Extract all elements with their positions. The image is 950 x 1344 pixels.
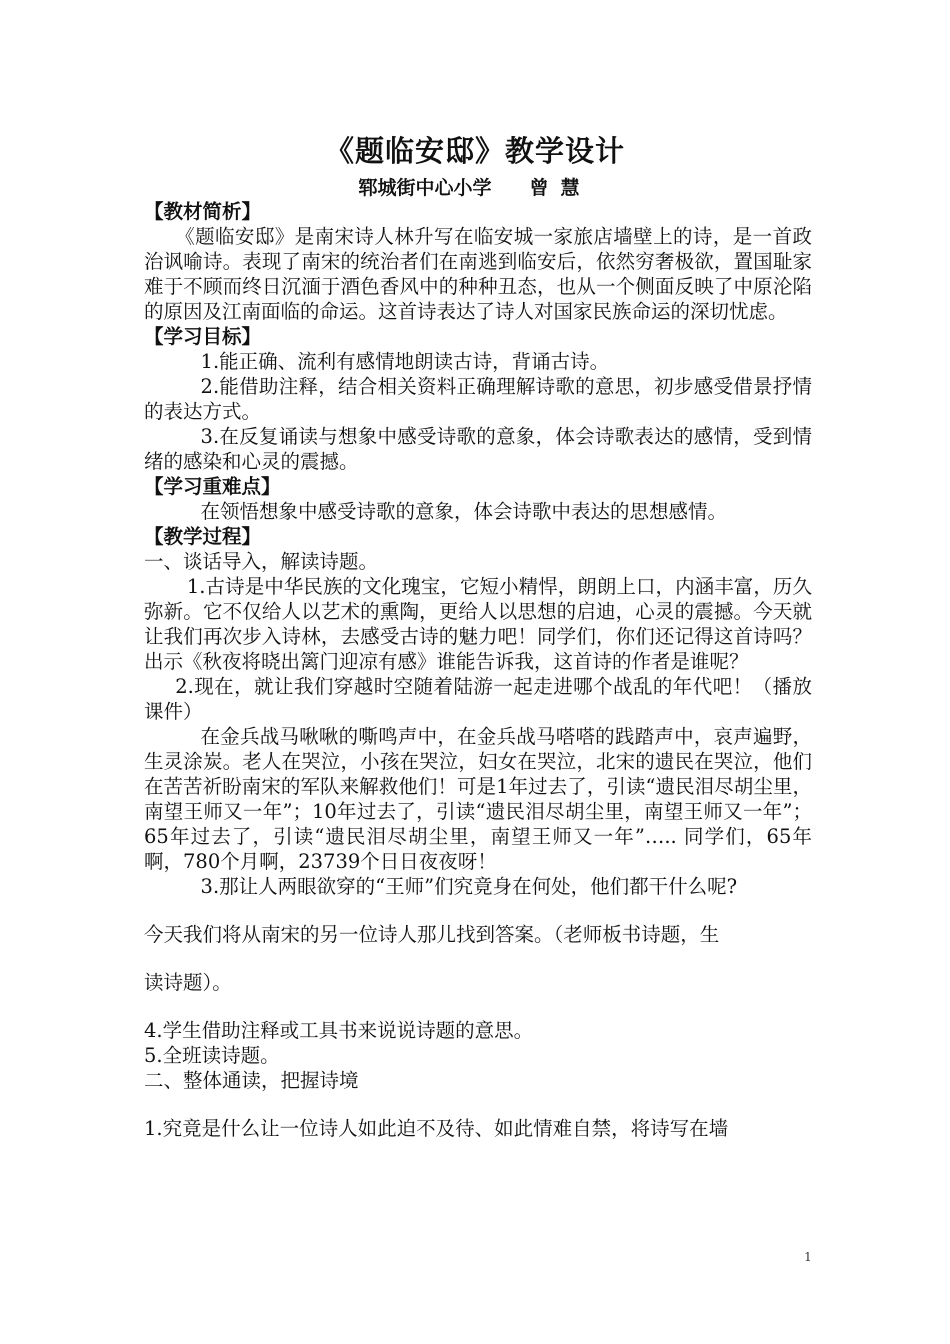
section-heading-key-points: 【学习重难点】 (144, 475, 281, 498)
paragraph-textbook-analysis: 《题临安邸》是南宋诗人林升写在临安城一家旅店墙壁上的诗，是一首政治讽喻诗。表现了南宋的统治者们在南逃到临安后，依然穷奢极欲，置国耻家难于不顾而终日沉湎于酒色香风中的种种丑态，也从一个侧面反映了中原沦陷的原因及江南面临的命运。这首诗表达了诗人对国家民族命运的深切忧虑。 (144, 225, 812, 323)
process-part-2-heading: 二、整体通读，把握诗境 (144, 1069, 359, 1092)
process-item-2: 2.现在，就让我们穿越时空随着陆游一起走进哪个战乱的年代吧！（播放课件） (144, 675, 812, 723)
paragraph-key-points: 在领悟想象中感受诗歌的意象，体会诗歌中表达的思想感情。 (200, 500, 728, 523)
process-part-1-heading: 一、谈话导入，解读诗题。 (144, 550, 379, 573)
author-name: 曾慧 (529, 177, 592, 199)
learning-goal-2: 2.能借助注释，结合相关资料正确理解诗歌的意思，初步感受借景抒情的表达方式。 (144, 375, 812, 423)
learning-goal-1: 1.能正确、流利有感情地朗读古诗，背诵古诗。 (200, 350, 610, 373)
process-item-3-line-1: 今天我们将从南宋的另一位诗人那儿找到答案。（老师板书诗题，生 (144, 923, 720, 946)
learning-goal-3: 3.在反复诵读与想象中感受诗歌的意象，体会诗歌表达的感情，受到情绪的感染和心灵的震撼。 (144, 425, 812, 473)
process-part-2-item-1: 1.究竟是什么让一位诗人如此迫不及待、如此情难自禁，将诗写在墙 (144, 1117, 729, 1140)
document-title: 《题临安邸》教学设计 (324, 134, 625, 168)
section-heading-learning-goals: 【学习目标】 (144, 325, 262, 348)
process-item-3-line-2: 读诗题）。 (144, 971, 232, 994)
process-item-5: 5.全班读诗题。 (144, 1044, 280, 1067)
process-item-4: 4.学生借助注释或工具书来说说诗题的意思。 (144, 1019, 534, 1042)
process-item-2-paragraph: 在金兵战马啾啾的嘶鸣声中，在金兵战马嗒嗒的践踏声中，哀声遍野，生灵涂炭。老人在哭泣，小孩在哭泣，妇女在哭泣，北宋的遗民在哭泣，他们在苦苦祈盼南宋的军队来解救他们！可是1年过去了，引读“遗民泪尽胡尘里，南望王师又一年”；10年过去了，引读“遗民泪尽胡尘里，南望王师又一年”；65年过去了，引读“遗民泪尽胡尘里，南望王师又一年”….. 同学们，65年啊，780个月啊，23739个日日夜夜呀！ (144, 725, 812, 873)
document-body (144, 199, 812, 1141)
school-name: 郓城街中心小学 (358, 177, 492, 199)
document-subtitle (0, 175, 950, 201)
section-heading-textbook-analysis: 【教材简析】 (144, 200, 262, 223)
process-item-1: 1.古诗是中华民族的文化瑰宝，它短小精悍，朗朗上口，内涵丰富，历久弥新。它不仅给人以艺术的熏陶，更给人以思想的启迪，心灵的震撼。今天就让我们再次步入诗林，去感受古诗的魅力吧！同学们，你们还记得这首诗吗？出示《秋夜将晓出篱门迎凉有感》谁能告诉我，这首诗的作者是谁呢？ (144, 575, 812, 673)
process-item-3: 3.那让人两眼欲穿的“王师”们究竟身在何处，他们都干什么呢? (200, 875, 738, 898)
section-heading-teaching-process: 【教学过程】 (144, 525, 262, 548)
page-number: 1 (804, 1250, 812, 1264)
